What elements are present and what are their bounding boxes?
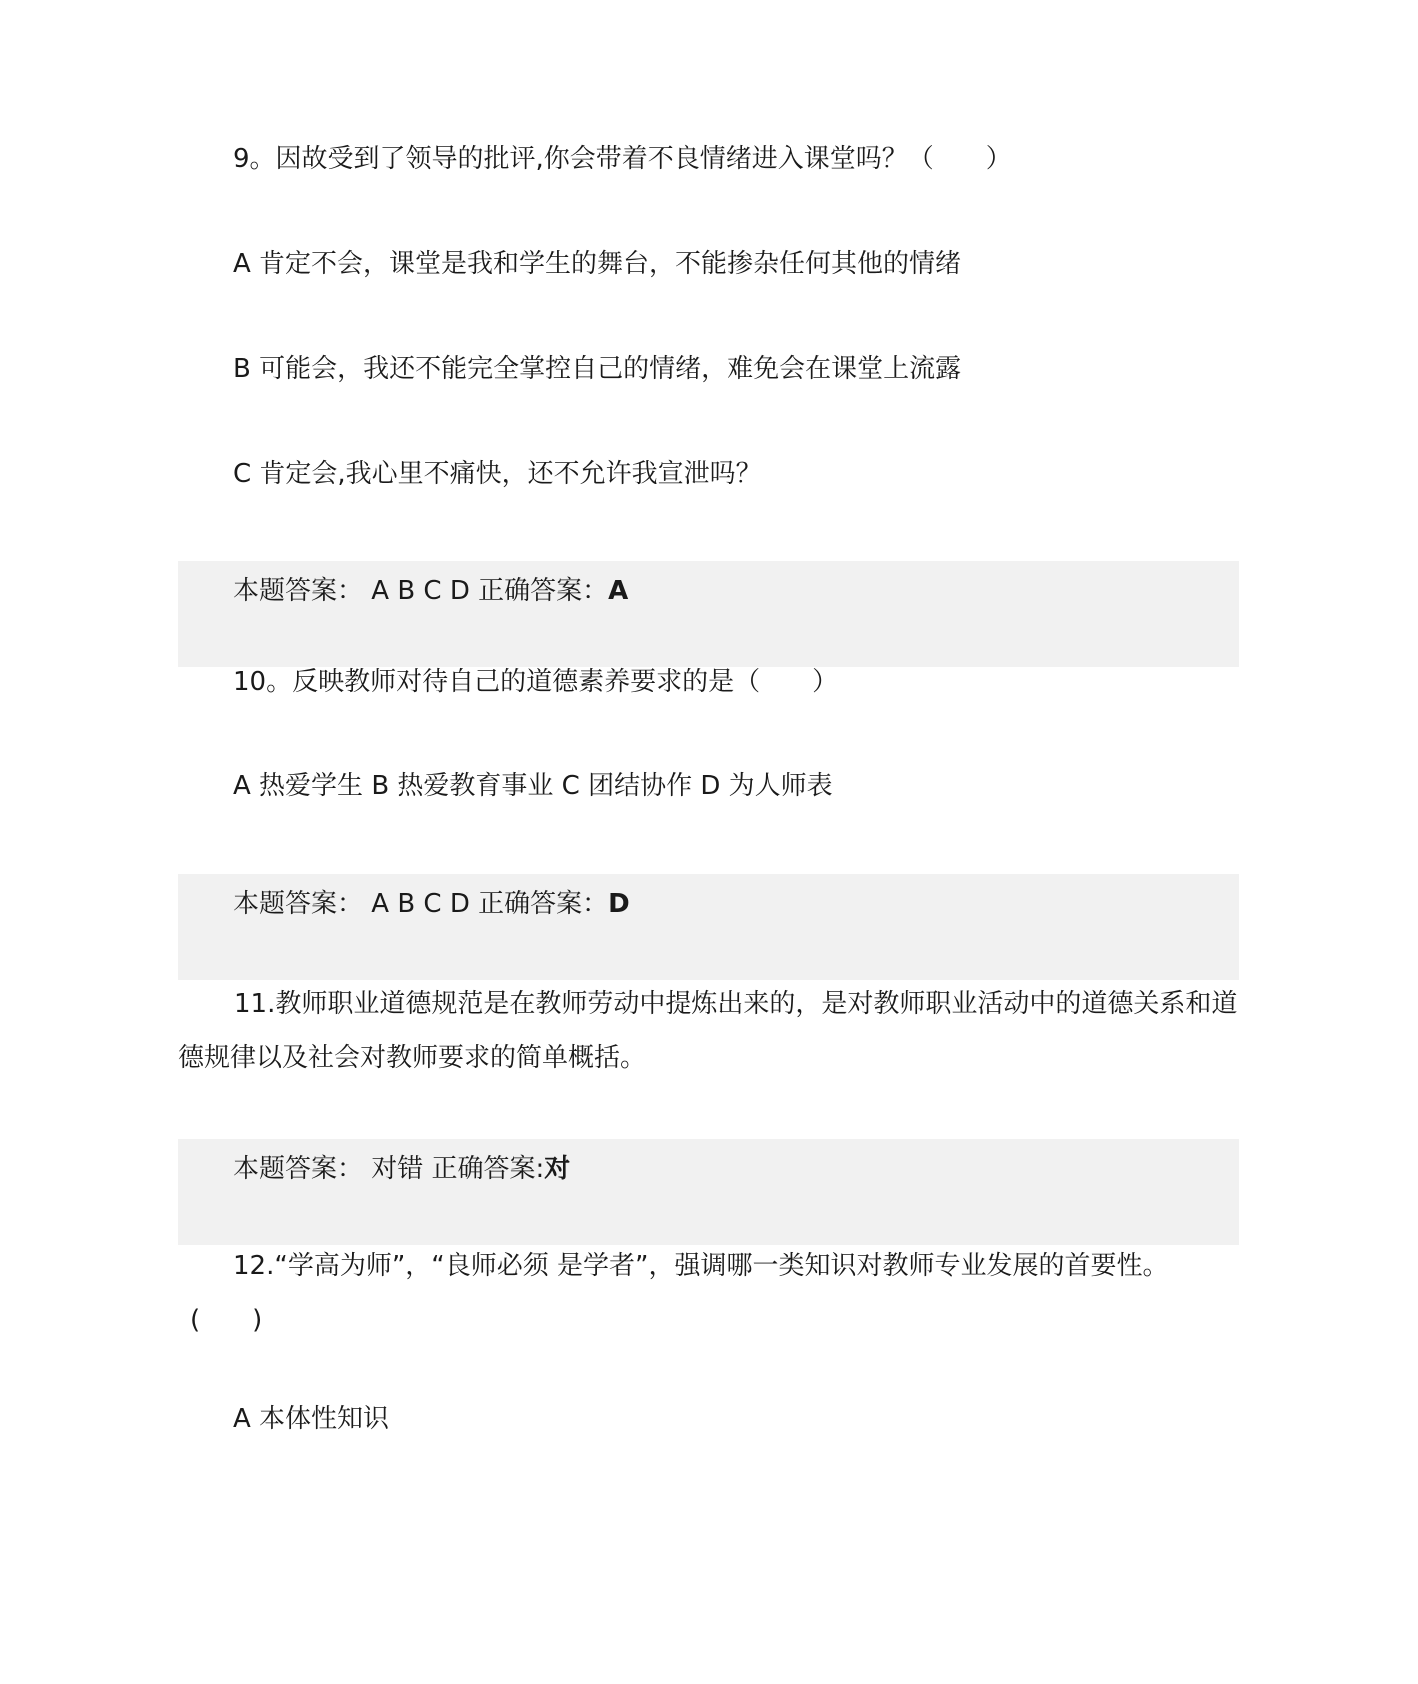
q9-answer-band bbox=[178, 561, 1239, 667]
q9-correct-answer: A bbox=[608, 576, 629, 606]
q11-answer-band bbox=[178, 1139, 1239, 1245]
q12-question-block bbox=[190, 1239, 1235, 1347]
q10-answer-band bbox=[178, 874, 1239, 980]
q12-question: 12.“学高为师”，“良师必须 是学者”，强调哪一类知识对教师专业发展的首要性。( ) bbox=[190, 1251, 1169, 1335]
q10-correct-answer: D bbox=[608, 889, 630, 919]
q11-answer-prefix: 本题答案： 对错 正确答案: bbox=[233, 1154, 545, 1184]
q11-question: 11.教师职业道德规范是在教师劳动中提炼出来的，是对教师职业活动中的道德关系和道德规律以及社会对教师要求的简单概括。 bbox=[178, 989, 1238, 1073]
q11-question-block bbox=[178, 977, 1238, 1085]
q9-answer-line bbox=[233, 573, 628, 609]
q9-option-b: B 可能会，我还不能完全掌控自己的情绪，难免会在课堂上流露 bbox=[233, 354, 962, 384]
q10-options: A 热爱学生 B 热爱教育事业 C 团结协作 D 为人师表 bbox=[233, 771, 833, 801]
q9-question: 9。因故受到了领导的批评,你会带着不良情绪进入课堂吗？（ ） bbox=[233, 144, 1012, 174]
q10-answer-prefix: 本题答案： A B C D 正确答案： bbox=[233, 889, 609, 919]
q11-answer-line bbox=[233, 1151, 570, 1187]
q9-option-a: A 肯定不会，课堂是我和学生的舞台，不能掺杂任何其他的情绪 bbox=[233, 249, 962, 279]
q11-correct-answer: 对 bbox=[544, 1154, 571, 1184]
q9-option-c: C 肯定会,我心里不痛快，还不允许我宣泄吗？ bbox=[233, 459, 762, 489]
q10-answer-line bbox=[233, 886, 630, 922]
q9-answer-prefix: 本题答案： A B C D 正确答案： bbox=[233, 576, 609, 606]
q10-question: 10。反映教师对待自己的道德素养要求的是（ ） bbox=[233, 667, 839, 697]
q12-option-a: A 本体性知识 bbox=[233, 1404, 390, 1434]
